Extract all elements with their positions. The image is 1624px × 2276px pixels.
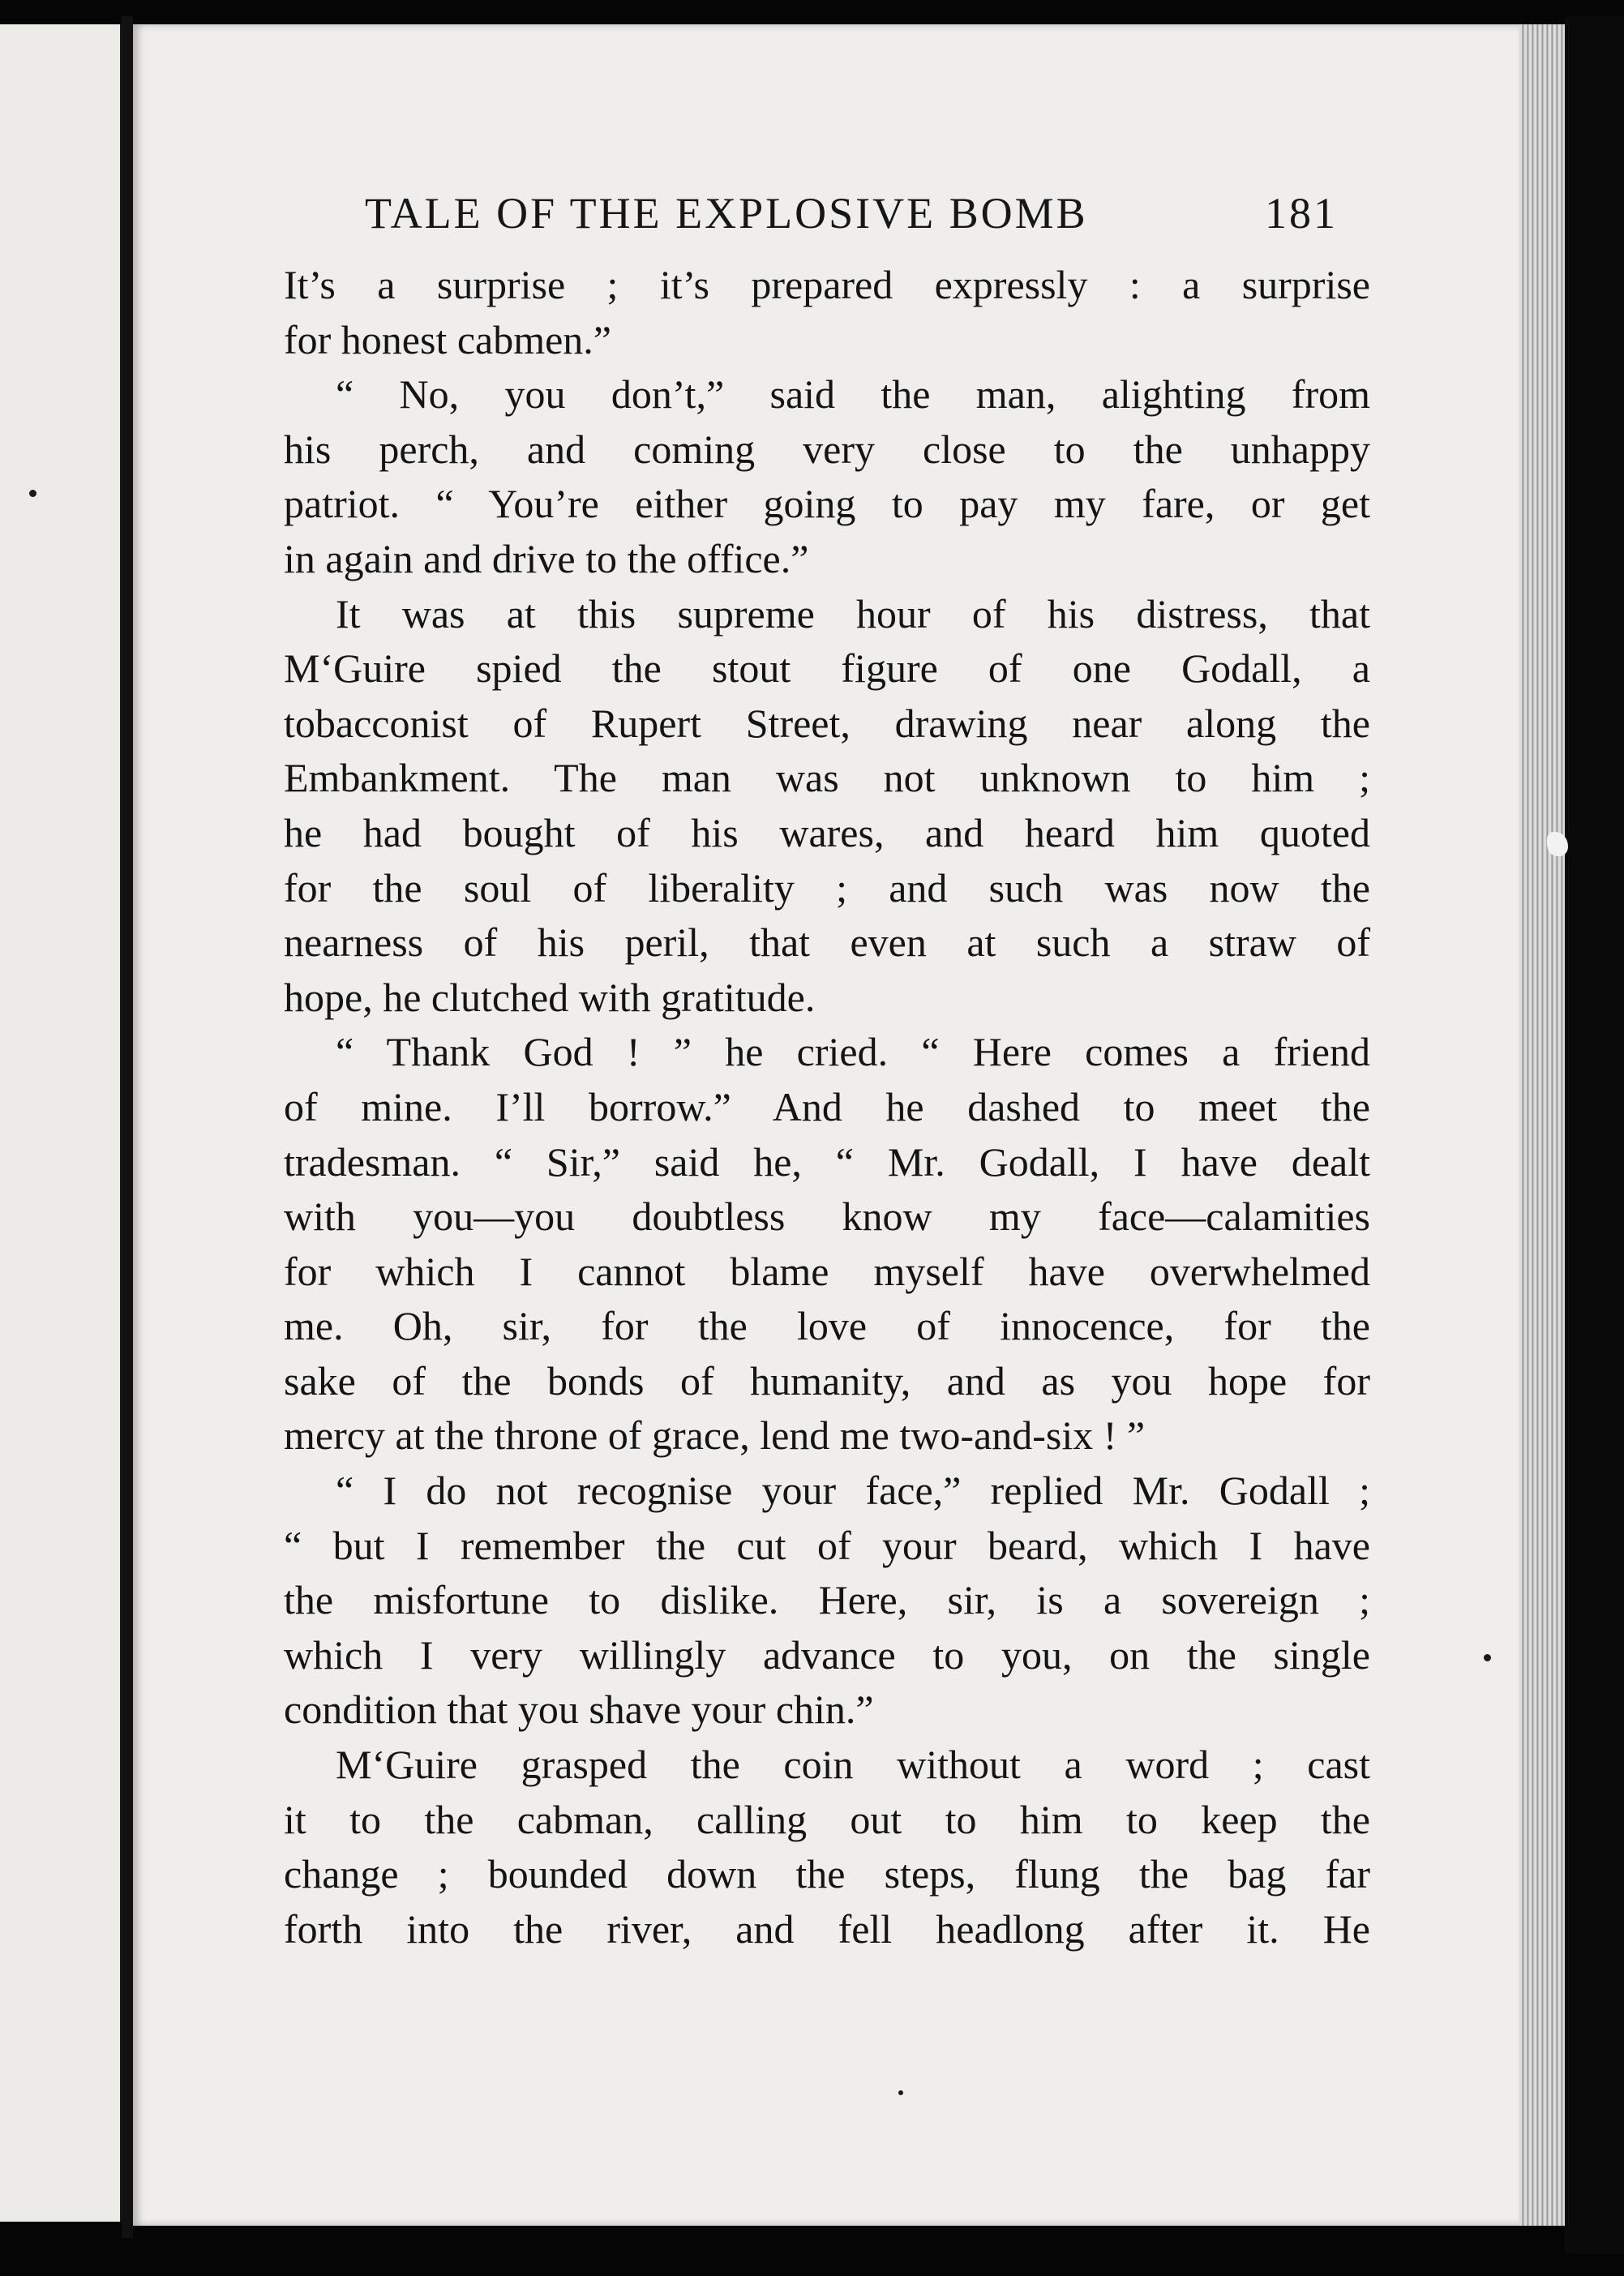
text-line: it to the cabman, calling out to him to keep the — [284, 1796, 1370, 1842]
page-number: 181 — [1265, 189, 1338, 238]
text-line: patriot. “ You’re either going to pay my fare, or get — [284, 481, 1370, 527]
text-line: in again and drive to the office.” — [284, 535, 809, 581]
text-line: of mine. I’ll borrow.” And he dashed to meet the — [284, 1083, 1370, 1129]
text-line: condition that you shave your chin.” — [284, 1687, 874, 1733]
text-line: which I very willingly advance to you, on the single — [284, 1631, 1370, 1678]
text-line: forth into the river, and fell headlong after it. He — [284, 1905, 1370, 1952]
text-line: “ I do not recognise your face,” replied Mr. Godall ; — [336, 1468, 1370, 1514]
text-line: he had bought of his wares, and heard him quoted — [284, 809, 1370, 855]
text-line: for which I cannot blame myself have overwhelmed — [284, 1248, 1370, 1294]
text-line: M‘Guire spied the stout figure of one Godall, a — [284, 645, 1370, 692]
text-line: the misfortune to dislike. Here, sir, is a sovereign ; — [284, 1577, 1370, 1623]
facing-page-edge — [0, 24, 123, 2222]
text-line: “ Thank God ! ” he cried. “ Here comes a friend — [336, 1029, 1370, 1075]
body-text — [284, 258, 1370, 1957]
text-line: M‘Guire grasped the coin without a word ; cast — [336, 1742, 1370, 1788]
text-line: for honest cabmen.” — [284, 316, 612, 362]
text-line: hope, he clutched with gratitude. — [284, 974, 816, 1020]
text-line: “ No, you don’t,” said the man, alighting from — [336, 371, 1370, 418]
page-edges — [1519, 24, 1565, 2226]
text-line: Embankment. The man was not unknown to him ; — [284, 755, 1370, 801]
text-line: change ; bounded down the steps, flung the bag far — [284, 1851, 1370, 1897]
running-head — [365, 188, 1338, 253]
text-line: tobacconist of Rupert Street, drawing near along the — [284, 700, 1370, 746]
text-line: me. Oh, sir, for the love of innocence, for the — [284, 1303, 1370, 1349]
running-head-title: TALE OF THE EXPLOSIVE BOMB — [365, 189, 1088, 238]
text-line: with you—you doubtless know my face—calamities — [284, 1194, 1370, 1240]
text-line: his perch, and coming very close to the unhappy — [284, 426, 1370, 472]
scan-speck — [1484, 1654, 1491, 1661]
text-line: It was at this supreme hour of his distress, that — [336, 590, 1370, 637]
text-line: tradesman. “ Sir,” said he, “ Mr. Godall, I have dealt — [284, 1138, 1370, 1185]
scan-border — [1565, 16, 1624, 2254]
book-gutter — [122, 16, 133, 2238]
text-line: nearness of his peril, that even at such a straw of — [284, 919, 1370, 966]
scan-speck — [29, 490, 36, 497]
text-line: mercy at the throne of grace, lend me two-and-six ! ” — [284, 1412, 1146, 1459]
scan-speck — [898, 2090, 903, 2095]
text-line: for the soul of liberality ; and such was now the — [284, 864, 1370, 911]
text-line: “ but I remember the cut of your beard, which I have — [284, 1522, 1370, 1568]
text-line: It’s a surprise ; it’s prepared expressly : a surprise — [284, 262, 1370, 307]
text-line: sake of the bonds of humanity, and as you hope for — [284, 1357, 1370, 1404]
